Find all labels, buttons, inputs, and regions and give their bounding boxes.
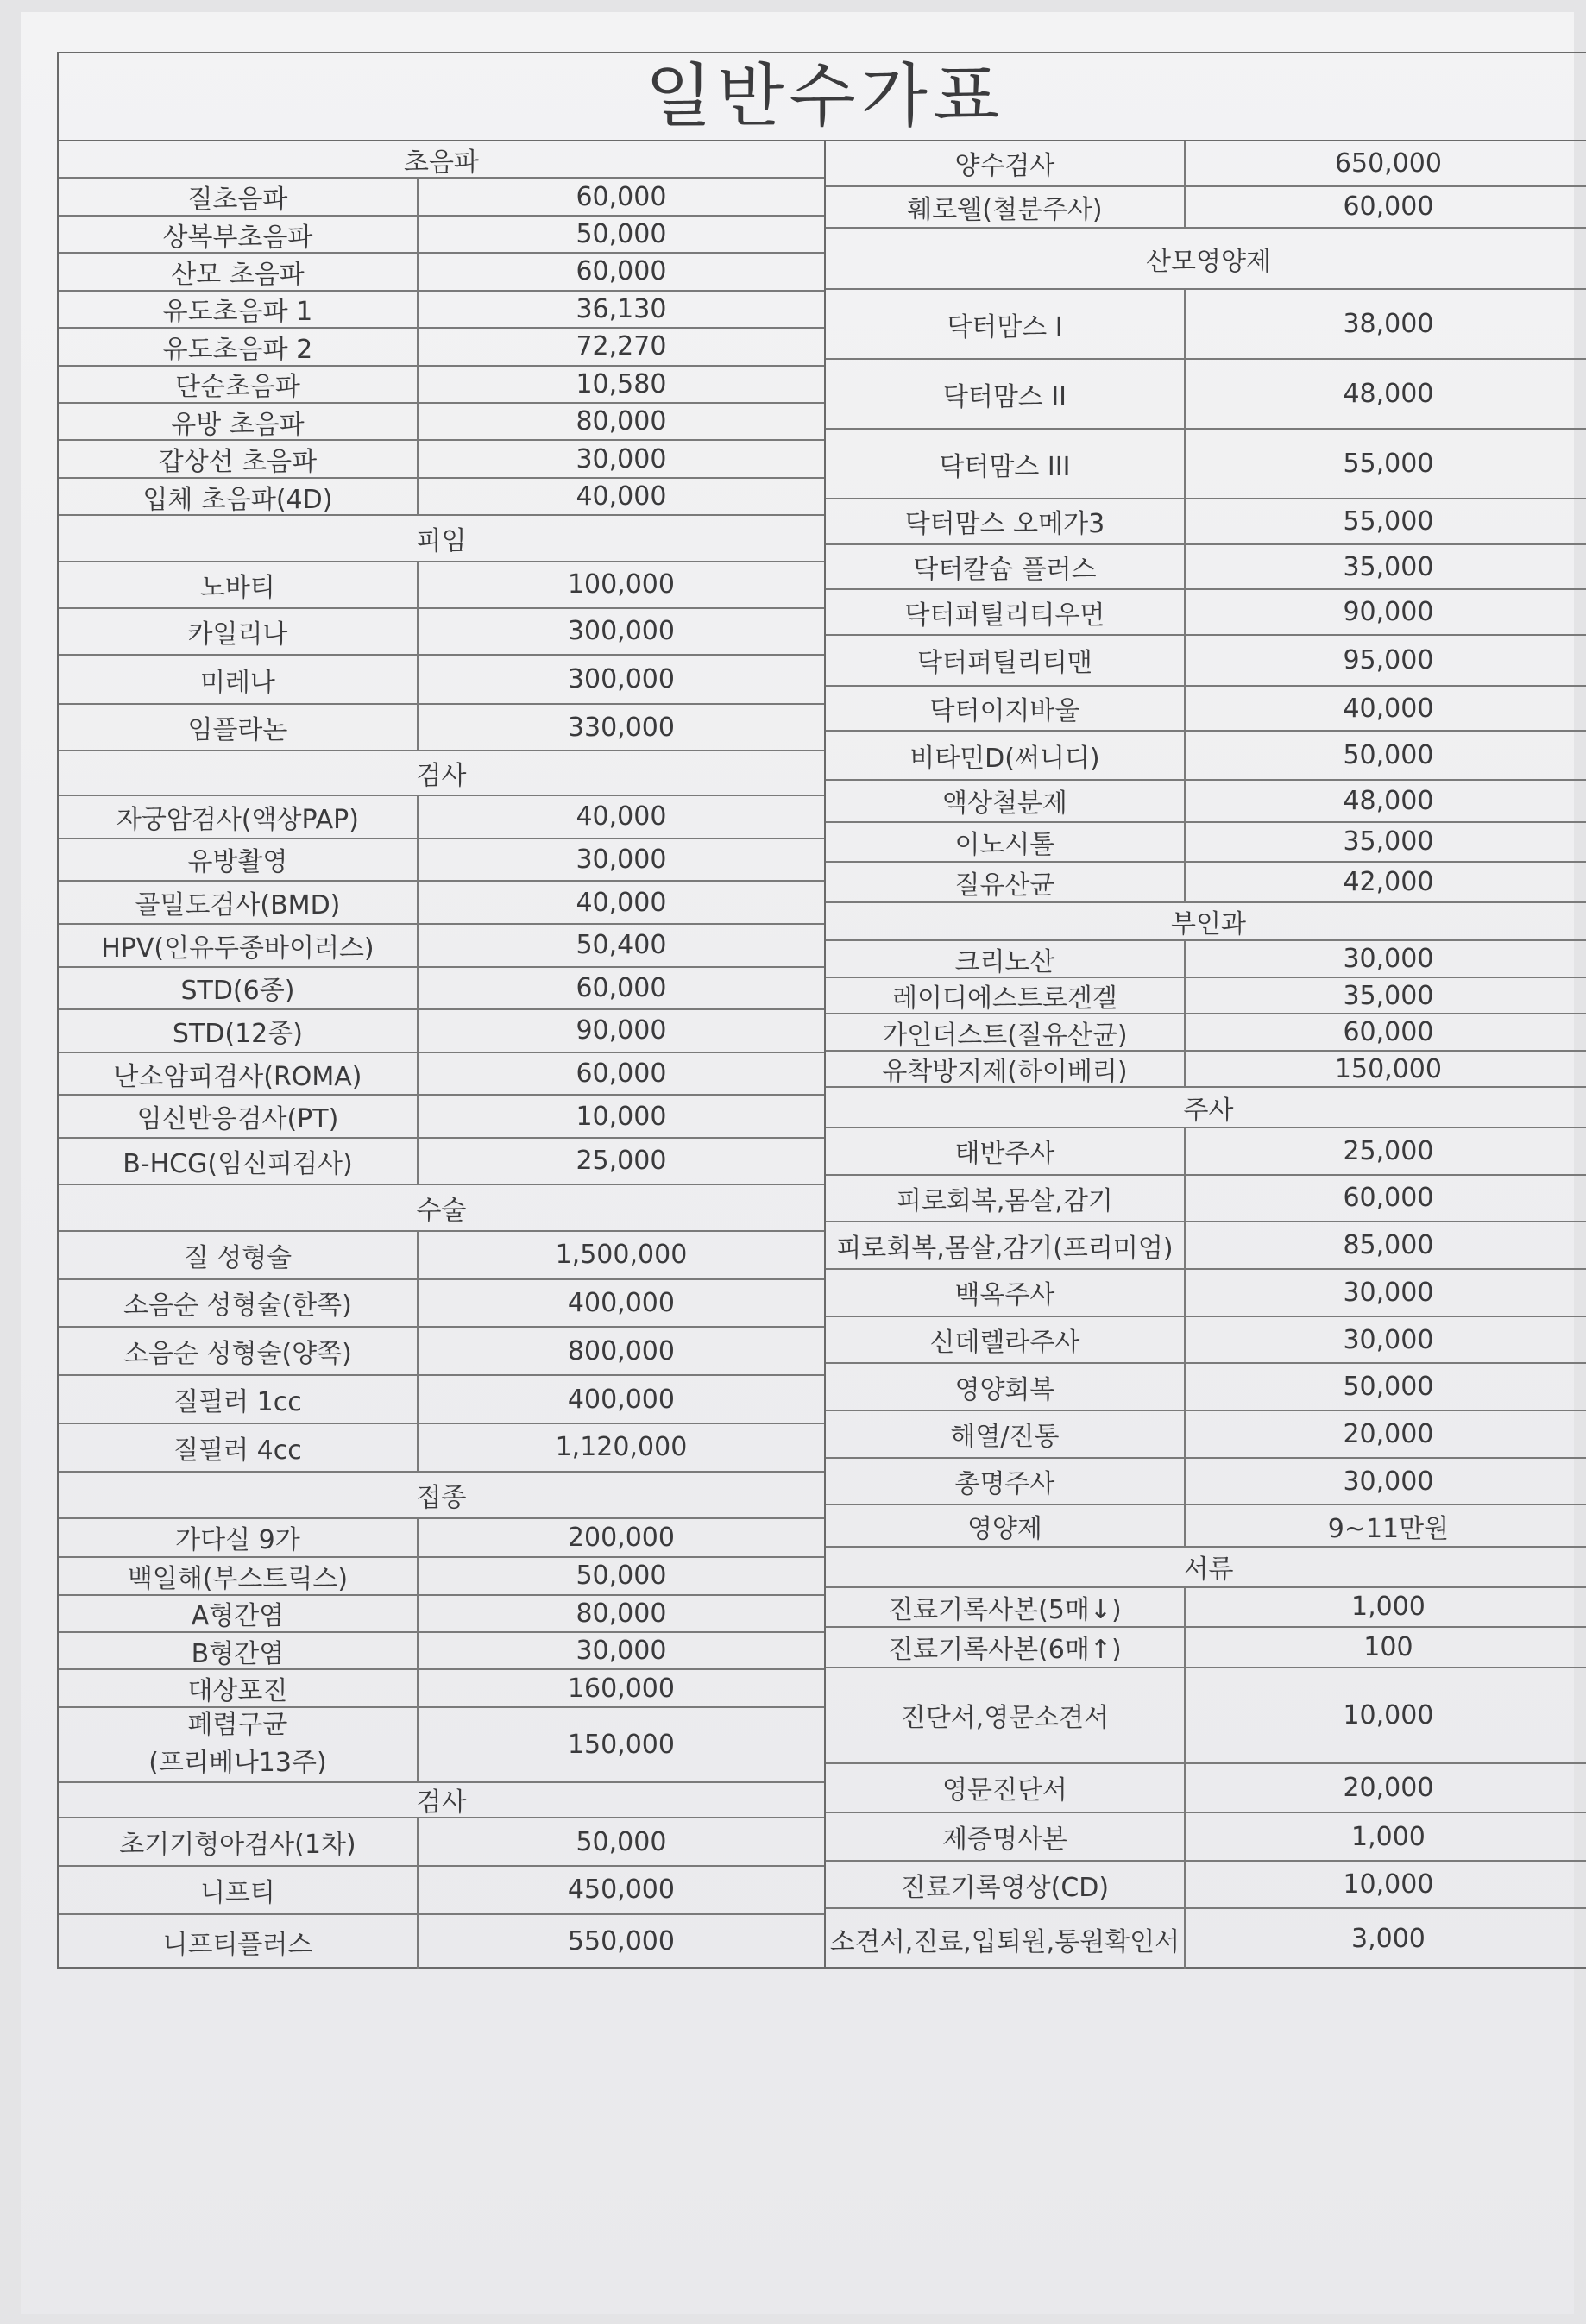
item-name: 니프티 [59,1867,419,1913]
item-price: 1,500,000 [555,1240,688,1271]
item-price: 3,000 [1350,1924,1426,1955]
item-price: 60,000 [576,1058,667,1090]
item-price: 400,000 [567,1287,675,1318]
section-title: 피임 [416,526,467,557]
item-price: 60,000 [576,181,667,212]
item-price: 40,000 [576,801,667,832]
table-row [826,1411,1586,1459]
table-row [59,1670,824,1707]
table-row [826,1909,1586,1969]
item-price: 90,000 [576,1015,667,1046]
item-price: 50,000 [576,219,667,250]
table-row [826,545,1586,591]
item-name: 닥터칼슘 플러스 [826,545,1186,589]
item-name: 진단서,영문소견서 [826,1668,1186,1762]
item-name: 제증명사본 [826,1813,1186,1861]
item-price: 35,000 [1343,551,1434,582]
item-name: 레이디에스트로겐겔 [826,978,1186,1014]
item-price: 42,000 [1343,867,1434,898]
table-row [826,1862,1586,1909]
item-name: 닥터이지바울 [826,687,1186,731]
table-row [826,1813,1586,1862]
table-row [826,360,1586,430]
item-name: 닥터퍼틸리티우먼 [826,590,1186,634]
item-price: 50,000 [576,1826,667,1857]
item-price: 10,000 [576,1101,667,1132]
item-price: 36,130 [576,293,667,324]
section-header [59,141,824,179]
table-row [59,882,824,925]
item-price: 1,120,000 [555,1432,688,1463]
item-price: 48,000 [1343,785,1434,816]
table-row [826,1668,1586,1764]
item-name: 닥터맘스 I [826,290,1186,358]
item-price: 10,000 [1343,1699,1434,1730]
item-name: 질필러 4cc [59,1424,419,1471]
item-price: 330,000 [567,712,675,743]
table-row [59,562,824,609]
item-name: 임신반응검사(PT) [59,1096,419,1137]
item-price: 72,270 [576,331,667,362]
item-name: 니프티플러스 [59,1915,419,1969]
section-title: 부인과 [1171,909,1246,940]
item-name: 양수검사 [826,141,1186,185]
item-name: 피로회복,몸살,감기 [826,1176,1186,1222]
item-price: 30,000 [576,1636,667,1667]
table-row [826,290,1586,360]
item-price: 30,000 [576,443,667,474]
item-name: 진료기록영상(CD) [826,1862,1186,1907]
item-name: 태반주사 [826,1128,1186,1174]
section-header [826,1088,1586,1128]
item-name: 질필러 1cc [59,1376,419,1423]
table-row [59,479,824,516]
item-price: 55,000 [1343,449,1434,480]
table-row [59,217,824,254]
item-name: 피로회복,몸살,감기(프리미엄) [826,1222,1186,1268]
item-name: 유방촬영 [59,839,419,881]
item-name: 영양회복 [826,1364,1186,1410]
table-row [826,1764,1586,1813]
item-name: 크리노산 [826,941,1186,977]
section-header [59,1473,824,1519]
item-name: 해열/진통 [826,1411,1186,1457]
item-name: 유도초음파 1 [59,292,419,327]
table-row [59,329,824,366]
table-row [59,1096,824,1139]
item-name: 산모 초음파 [59,254,419,289]
table-row [826,1364,1586,1411]
item-name: 단순초음파 [59,367,419,402]
item-name: 자궁암검사(액상PAP) [59,796,419,838]
right-column [826,141,1586,1969]
table-row [59,656,824,706]
item-name: 대상포진 [59,1670,419,1705]
item-name: 갑상선 초음파 [59,441,419,476]
table-row [826,499,1586,545]
table-row [59,1139,824,1185]
item-name: 상복부초음파 [59,217,419,252]
item-price: 48,000 [1343,379,1434,410]
item-name: 입체 초음파(4D) [59,479,419,514]
item-name: 신데렐라주사 [826,1317,1186,1363]
table-row [59,1558,824,1595]
item-price: 60,000 [1343,1017,1434,1048]
item-price: 20,000 [1343,1418,1434,1449]
section-header [826,903,1586,942]
item-price: 150,000 [567,1729,675,1760]
table-row [826,1176,1586,1223]
item-name: 임플라논 [59,705,419,750]
item-name: 노바티 [59,562,419,607]
table-row [59,609,824,656]
item-price: 100,000 [567,569,675,600]
item-name: 가다실 9가 [59,1519,419,1557]
table-row [826,1222,1586,1270]
table-row [59,1708,824,1783]
table-row [59,968,824,1011]
price-table [57,52,1586,1969]
table-row [826,1628,1586,1668]
table-row [59,1867,824,1915]
item-name: 소음순 성형술(한쪽) [59,1280,419,1327]
item-price: 30,000 [1343,1277,1434,1308]
item-price: 9~11만원 [1327,1513,1450,1544]
table-row [826,590,1586,636]
table-row [826,1052,1586,1089]
table-row [59,1424,824,1473]
item-price: 1,000 [1350,1592,1426,1623]
item-name: 이노시톨 [826,823,1186,862]
item-name: 닥터퍼틸리티맨 [826,636,1186,685]
item-price: 60,000 [1343,1183,1434,1214]
item-price: 30,000 [1343,1324,1434,1355]
table-row [59,1232,824,1280]
item-name: 카일리나 [59,609,419,654]
table-row [826,1459,1586,1506]
item-price: 10,000 [1343,1869,1434,1900]
item-price: 40,000 [1343,693,1434,724]
item-price: 80,000 [576,1598,667,1629]
item-price: 30,000 [1343,1466,1434,1497]
item-name: 유도초음파 2 [59,329,419,364]
item-price: 400,000 [567,1384,675,1415]
item-name: 소견서,진료,입퇴원,통원확인서 [826,1909,1186,1969]
item-price: 650,000 [1334,148,1442,179]
item-price: 35,000 [1343,826,1434,857]
item-name: 질초음파 [59,179,419,214]
table-row [59,367,824,404]
section-title: 수술 [416,1195,467,1226]
table-row [59,1633,824,1670]
item-name: 백일해(부스트릭스) [59,1558,419,1593]
section-title: 초음파 [404,147,479,178]
section-title: 접종 [416,1482,467,1513]
table-row [59,1818,824,1867]
item-name: 닥터맘스 III [826,430,1186,498]
item-name: 유방 초음파 [59,404,419,439]
table-row [59,1519,824,1559]
item-name: 진료기록사본(5매↓) [826,1588,1186,1627]
item-price: 300,000 [567,664,675,695]
table-row [826,1505,1586,1548]
item-name: STD(12종) [59,1010,419,1052]
item-name: 액상철분제 [826,781,1186,821]
table-row [59,441,824,478]
item-name: 소음순 성형술(양쪽) [59,1328,419,1374]
table-row [826,732,1586,781]
item-price: 25,000 [1343,1135,1434,1166]
item-price: 60,000 [576,256,667,287]
table-row [59,292,824,329]
table-row [826,430,1586,499]
table-columns [59,141,1586,1969]
item-price: 1,000 [1350,1821,1426,1852]
item-name: 닥터맘스 오메가3 [826,499,1186,543]
item-name: 유착방지제(하이베리) [826,1052,1186,1087]
item-name: 영양제 [826,1505,1186,1546]
table-row [59,1915,824,1969]
item-price: 10,580 [576,368,667,399]
item-price: 20,000 [1343,1772,1434,1803]
table-row [826,781,1586,823]
item-name: 폐렴구균 (프리베나13주) [59,1708,419,1781]
item-price: 95,000 [1343,644,1434,675]
item-name: 진료기록사본(6매↑) [826,1628,1186,1667]
item-name: HPV(인유두종바이러스) [59,925,419,966]
item-name: 백옥주사 [826,1270,1186,1316]
item-name: 초기기형아검사(1차) [59,1818,419,1865]
table-row [59,1596,824,1633]
table-row [826,187,1586,229]
item-price: 50,400 [576,930,667,961]
item-name: 질 성형술 [59,1232,419,1278]
item-name: STD(6종) [59,968,419,1009]
section-header [59,516,824,562]
paper-sheet [21,12,1574,2314]
item-price: 50,000 [576,1561,667,1592]
item-price: 60,000 [576,972,667,1003]
item-price: 38,000 [1343,309,1434,340]
item-name: 영문진단서 [826,1764,1186,1812]
item-name: 난소암피검사(ROMA) [59,1053,419,1095]
table-row [826,1014,1586,1052]
section-header [59,751,824,796]
table-row [826,1317,1586,1365]
item-name: 비타민D(써니디) [826,732,1186,779]
item-price: 300,000 [567,616,675,647]
item-name: 닥터맘스 II [826,360,1186,428]
item-name: A형간염 [59,1596,419,1631]
section-title: 검사 [416,1787,467,1818]
item-price: 550,000 [567,1926,675,1957]
table-row [826,941,1586,978]
table-row [826,687,1586,732]
table-row [826,978,1586,1015]
item-price: 200,000 [567,1522,675,1553]
section-header [59,1783,824,1818]
table-row [826,1588,1586,1629]
item-price: 450,000 [567,1875,675,1906]
table-row [59,796,824,839]
page-title: 일반수가표 [59,53,1586,141]
item-price: 100 [1363,1631,1413,1662]
table-row [59,1280,824,1328]
item-name: 가인더스트(질유산균) [826,1014,1186,1050]
section-title: 서류 [1183,1555,1234,1586]
item-price: 50,000 [1343,1372,1434,1403]
section-header [826,229,1586,290]
table-row [826,1270,1586,1317]
table-row [59,1328,824,1376]
section-header [59,1185,824,1232]
table-row [826,1128,1586,1176]
item-price: 60,000 [1343,192,1434,223]
table-row [59,925,824,968]
table-row [59,1010,824,1053]
table-row [59,705,824,751]
table-row [59,1053,824,1096]
item-price: 30,000 [1343,944,1434,975]
item-price: 90,000 [1343,597,1434,628]
table-row [59,179,824,216]
item-name: 질유산균 [826,863,1186,901]
item-name: B형간염 [59,1633,419,1668]
item-price: 25,000 [576,1146,667,1177]
item-price: 80,000 [576,406,667,437]
section-header [826,1548,1586,1588]
section-title: 검사 [416,761,467,792]
item-name: 총명주사 [826,1459,1186,1504]
left-column [59,141,826,1969]
table-row [59,404,824,441]
item-price: 40,000 [576,481,667,512]
item-name: 미레나 [59,656,419,704]
item-price: 150,000 [1334,1053,1442,1084]
table-row [826,863,1586,903]
item-name: B-HCG(임신피검사) [59,1139,419,1184]
item-price: 55,000 [1343,506,1434,537]
item-price: 35,000 [1343,980,1434,1011]
item-price: 40,000 [576,887,667,918]
section-title: 산모영양제 [1146,246,1271,277]
item-price: 160,000 [567,1673,675,1704]
table-row [826,823,1586,864]
table-row [59,1376,824,1424]
section-title: 주사 [1183,1095,1234,1126]
item-price: 50,000 [1343,740,1434,771]
table-row [826,636,1586,687]
item-price: 800,000 [567,1335,675,1366]
table-row [826,141,1586,187]
table-row [59,839,824,882]
item-name: 골밀도검사(BMD) [59,882,419,923]
item-price: 30,000 [576,844,667,875]
item-name: 훼로웰(철분주사) [826,187,1186,228]
table-row [59,254,824,291]
item-price: 85,000 [1343,1230,1434,1261]
